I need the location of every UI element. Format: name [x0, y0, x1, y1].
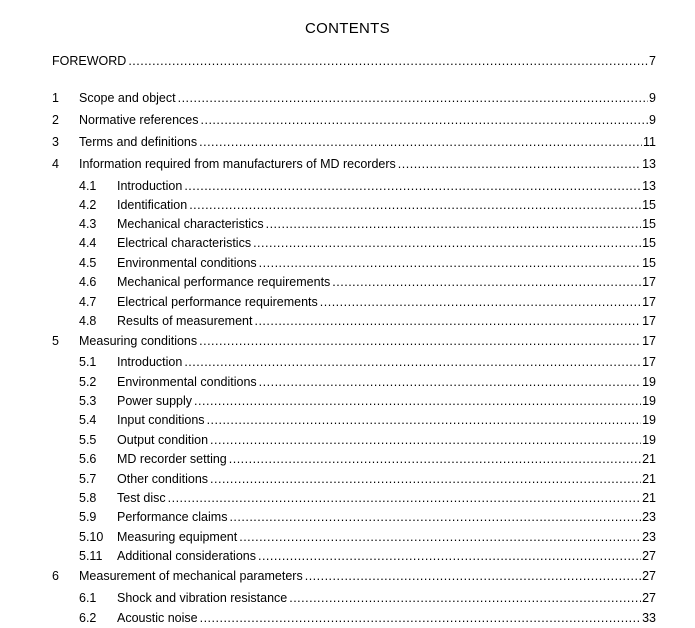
dot-leader — [259, 255, 641, 271]
toc-entry[interactable] — [79, 294, 656, 310]
toc-entry[interactable] — [79, 274, 656, 290]
toc-entry[interactable] — [79, 412, 656, 428]
toc-entry-number: 5.5 — [79, 433, 97, 447]
toc-entry-label: Other conditions — [117, 472, 209, 486]
toc-entry[interactable] — [79, 548, 656, 564]
toc-entry[interactable] — [52, 134, 656, 150]
dot-leader — [398, 156, 641, 172]
toc-entry-number: 5.11 — [79, 549, 103, 563]
toc-entry-page: 19 — [642, 375, 656, 389]
toc-entry-label: Measurement of mechanical parameters — [79, 569, 303, 583]
toc-entry-label: Environmental conditions — [117, 256, 257, 270]
page-title: CONTENTS — [305, 20, 390, 37]
toc-entry-label: Measuring conditions — [79, 334, 198, 348]
toc-entry-label: MD recorder setting — [117, 452, 227, 466]
dot-leader — [266, 216, 642, 232]
toc-entry-number: 6 — [52, 569, 59, 583]
toc-entry-number: 4 — [52, 157, 59, 171]
dot-leader — [128, 53, 648, 69]
toc-entry-number: 4.6 — [79, 275, 97, 289]
toc-entry[interactable] — [79, 216, 656, 232]
toc-entry-page: 17 — [642, 295, 656, 309]
toc-entry-label: Identification — [117, 198, 188, 212]
dot-leader — [289, 590, 641, 606]
toc-entry-page: 21 — [642, 452, 656, 466]
toc-entry-number: 5.4 — [79, 413, 97, 427]
toc-entry[interactable] — [52, 333, 656, 349]
toc-entry[interactable] — [52, 156, 656, 172]
dot-leader — [210, 471, 641, 487]
toc-entry-label: Electrical performance requirements — [117, 295, 318, 309]
toc-entry-label: Introduction — [117, 355, 183, 369]
toc-entry-page: 23 — [642, 530, 656, 544]
toc-entry[interactable] — [79, 451, 656, 467]
toc-entry-page: 15 — [642, 256, 656, 270]
dot-leader — [200, 610, 641, 626]
dot-leader — [199, 134, 642, 150]
toc-entry-label: Introduction — [117, 179, 183, 193]
dot-leader — [253, 235, 641, 251]
dot-leader — [258, 548, 641, 564]
toc-entry[interactable] — [79, 590, 656, 606]
toc-entry-foreword[interactable] — [52, 53, 656, 69]
toc-entry-number: 2 — [52, 113, 59, 127]
toc-entry-page: 19 — [642, 433, 656, 447]
toc-entry-label: Scope and object — [79, 91, 176, 105]
toc-entry-number: 4.8 — [79, 314, 97, 328]
toc-entry-page: 15 — [642, 236, 656, 250]
toc-entry-label: Electrical characteristics — [117, 236, 252, 250]
toc-entry-number: 5.10 — [79, 530, 104, 544]
toc-entry-label: Normative references — [79, 113, 199, 127]
toc-entry-label: Results of measurement — [117, 314, 253, 328]
toc-entry-number: 4.5 — [79, 256, 97, 270]
toc-entry[interactable] — [79, 471, 656, 487]
toc-entry-page: 33 — [642, 611, 656, 625]
toc-entry-page: 27 — [642, 549, 656, 563]
toc-entry-number: 3 — [52, 135, 59, 149]
toc-entry-page: 17 — [642, 355, 656, 369]
toc-entry-label: Input conditions — [117, 413, 205, 427]
toc-entry-number: 1 — [52, 91, 59, 105]
toc-entry-page: 13 — [642, 157, 656, 171]
toc-entry-page: 17 — [642, 334, 656, 348]
toc-entry-label: Test disc — [117, 491, 166, 505]
toc-entry-number: 5.8 — [79, 491, 97, 505]
toc-entry-label: Environmental conditions — [117, 375, 257, 389]
dot-leader — [320, 294, 641, 310]
toc-entry-number: 4.2 — [79, 198, 97, 212]
toc-entry-page: 21 — [642, 472, 656, 486]
toc-entry-number: 5.1 — [79, 355, 97, 369]
toc-entry-label: Performance claims — [117, 510, 228, 524]
toc-entry-number: 5 — [52, 334, 59, 348]
toc-entry-label: Shock and vibration resistance — [117, 591, 288, 605]
dot-leader — [239, 529, 641, 545]
toc-entry[interactable] — [79, 354, 656, 370]
toc-entry-label: Acoustic noise — [117, 611, 198, 625]
toc-entry-number: 5.2 — [79, 375, 97, 389]
toc-entry[interactable] — [79, 490, 656, 506]
toc-entry-number: 5.3 — [79, 394, 97, 408]
dot-leader — [305, 568, 641, 584]
toc-entry-page: 21 — [642, 491, 656, 505]
toc-entry[interactable] — [79, 235, 656, 251]
toc-entry-number: 4.4 — [79, 236, 97, 250]
dot-leader — [194, 393, 641, 409]
toc-entry-label: Measuring equipment — [117, 530, 238, 544]
toc-entry-page: 19 — [642, 413, 656, 427]
dot-leader — [184, 354, 641, 370]
toc-entry-number: 4.7 — [79, 295, 97, 309]
toc-entry[interactable] — [79, 509, 656, 525]
toc-entry-number: 6.2 — [79, 611, 97, 625]
dot-leader — [201, 112, 649, 128]
toc-entry-page: 23 — [642, 510, 656, 524]
dot-leader — [199, 333, 641, 349]
dot-leader — [229, 509, 641, 525]
toc-entry-number: 5.9 — [79, 510, 97, 524]
toc-entry-label: Output condition — [117, 433, 209, 447]
toc-entry-page: 17 — [642, 314, 656, 328]
toc-entry[interactable] — [52, 112, 656, 128]
toc-entry-label: Information required from manufacturers of MD recorders — [79, 157, 396, 171]
toc-entry-page: 17 — [642, 275, 656, 289]
toc-entry[interactable] — [52, 568, 656, 584]
toc-entry[interactable] — [79, 393, 656, 409]
toc-entry[interactable] — [79, 432, 656, 448]
toc-entry-page: 15 — [642, 217, 656, 231]
dot-leader — [178, 90, 648, 106]
toc-entry-number: 5.7 — [79, 472, 97, 486]
toc-entry[interactable] — [52, 90, 656, 106]
toc-entry[interactable] — [79, 313, 656, 329]
toc-entry-label: FOREWORD — [52, 54, 127, 68]
dot-leader — [184, 178, 641, 194]
toc-entry-page: 7 — [649, 54, 656, 68]
dot-leader — [189, 197, 641, 213]
toc-entry[interactable] — [79, 529, 656, 545]
toc-entry-page: 9 — [649, 91, 656, 105]
toc-entry-number: 4.1 — [79, 179, 97, 193]
toc-entry[interactable] — [79, 178, 656, 194]
dot-leader — [332, 274, 641, 290]
toc-entry-page: 9 — [649, 113, 656, 127]
dot-leader — [254, 313, 641, 329]
dot-leader — [229, 451, 641, 467]
toc-entry[interactable] — [79, 255, 656, 271]
dot-leader — [168, 490, 641, 506]
toc-entry-page: 27 — [642, 591, 656, 605]
toc-entry[interactable] — [79, 374, 656, 390]
toc-entry-label: Mechanical characteristics — [117, 217, 264, 231]
toc-entry-label: Power supply — [117, 394, 193, 408]
toc-entry-page: 19 — [642, 394, 656, 408]
toc-entry-number: 5.6 — [79, 452, 97, 466]
toc-entry-page: 11 — [643, 135, 656, 149]
toc-entry-label: Additional considerations — [117, 549, 256, 563]
toc-entry-label: Mechanical performance requirements — [117, 275, 331, 289]
dot-leader — [210, 432, 641, 448]
toc-entry[interactable] — [79, 610, 656, 626]
toc-entry-label: Terms and definitions — [79, 135, 198, 149]
dot-leader — [259, 374, 641, 390]
toc-entry-page: 27 — [642, 569, 656, 583]
toc-entry-number: 6.1 — [79, 591, 97, 605]
toc-entry[interactable] — [79, 197, 656, 213]
dot-leader — [207, 412, 642, 428]
toc-entry-page: 15 — [642, 198, 656, 212]
toc-entry-page: 13 — [642, 179, 656, 193]
toc-entry-number: 4.3 — [79, 217, 97, 231]
